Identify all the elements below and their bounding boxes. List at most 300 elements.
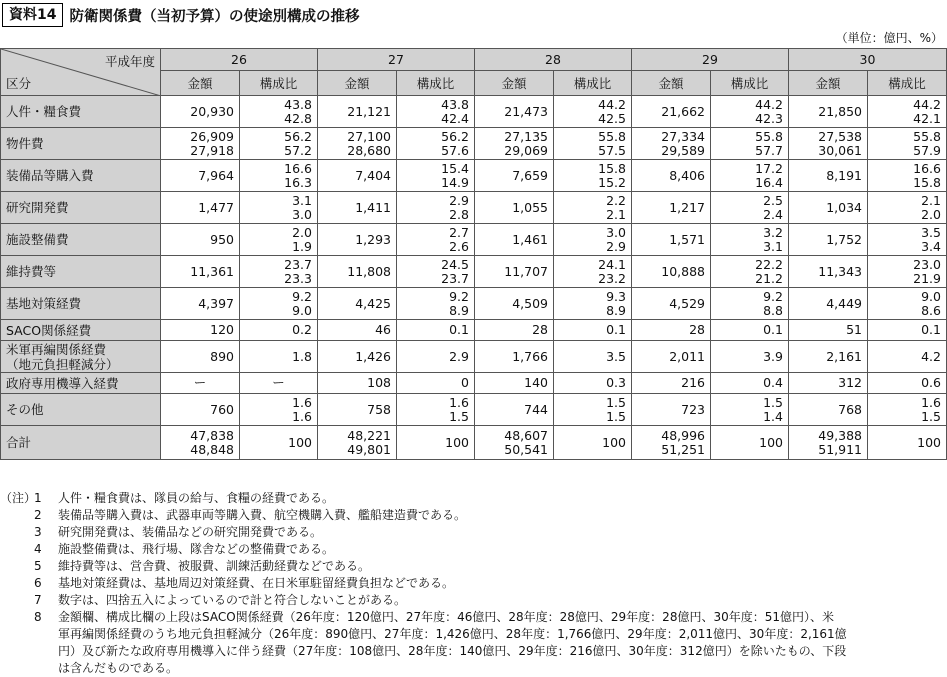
ratio-value: 56.2: [441, 128, 469, 144]
amount-cell: [318, 128, 397, 160]
note-number: 8: [34, 610, 42, 624]
amount-value: 108: [367, 375, 391, 390]
ratio-cell: [711, 160, 789, 192]
ratio-cell: [240, 288, 318, 320]
ratio-value: 3.2: [763, 224, 783, 240]
row-label-text: 合計: [6, 435, 32, 450]
amount-cell: [161, 320, 240, 341]
amount-value: 47,838: [190, 427, 234, 443]
note-item: [0, 524, 947, 541]
amount-value: 28: [689, 322, 705, 337]
note-prefix: [0, 660, 34, 677]
amount-cell: [632, 320, 711, 341]
amount-cell: [475, 192, 554, 224]
row-label-text: 研究開発費: [6, 200, 69, 215]
amount-value: 51,251: [661, 441, 705, 457]
ratio-value: 0.1: [921, 322, 941, 337]
ratio-cell: [554, 256, 632, 288]
ratio-cell: [397, 426, 475, 460]
ratio-cell: [711, 128, 789, 160]
row-label-text: 政府専用機導入経費: [6, 375, 119, 391]
ratio-cell: [711, 192, 789, 224]
ratio-value: 3.1: [763, 238, 783, 254]
ratio-value: 16.3: [284, 174, 312, 190]
table-row: [1, 426, 947, 460]
ratio-value: 1.5: [763, 394, 783, 410]
table-row: [1, 341, 947, 373]
row-label-text: 維持費等: [6, 264, 57, 279]
ratio-value: 57.9: [913, 142, 941, 158]
note-text: 円）及び新たな政府専用機導入に伴う経費（27年度：108億円、28年度：140億円、29年度：216億円、30年度：312億円）を除いたもの、下段: [58, 644, 847, 658]
ratio-cell: [240, 160, 318, 192]
amount-cell: [632, 96, 711, 128]
ratio-value: 2.9: [449, 348, 469, 364]
ratio-value: 0.6: [921, 375, 941, 390]
amount-cell: [161, 341, 240, 373]
amount-value: 1,034: [826, 199, 862, 215]
amount-value: 1,571: [669, 231, 705, 247]
amount-value: 10,888: [661, 263, 705, 279]
note-item: [0, 575, 947, 592]
table-row: [1, 128, 947, 160]
amount-value: 50,541: [504, 441, 548, 457]
document-header: [2, 2, 359, 28]
row-label: [1, 160, 161, 192]
note-item: [0, 541, 947, 558]
note-number: [34, 643, 58, 660]
table-corner-header: [1, 49, 161, 96]
ratio-cell: [868, 320, 947, 341]
ratio-value: 3.0: [606, 224, 626, 240]
ratio-value: 9.0: [921, 288, 941, 304]
amount-cell: [789, 288, 868, 320]
amount-cell: [475, 288, 554, 320]
note-item: [0, 643, 947, 660]
note-number: 1: [34, 491, 42, 505]
amount-cell: [632, 256, 711, 288]
amount-cell: [318, 96, 397, 128]
ratio-value: 57.2: [284, 142, 312, 158]
note-text: 研究開発費は、装備品などの研究開発費である。: [58, 525, 323, 539]
amount-header: 金額: [632, 71, 711, 96]
ratio-value: 2.1: [921, 192, 941, 208]
amount-cell: [318, 256, 397, 288]
amount-value: 8,191: [826, 167, 862, 183]
amount-value: 7,964: [198, 167, 234, 183]
ratio-value: 0.3: [606, 375, 626, 390]
ratio-value: 8.9: [449, 302, 469, 318]
amount-value: 48,607: [504, 427, 548, 443]
row-label: [1, 96, 161, 128]
ratio-value: 3.4: [921, 238, 941, 254]
note-item: [0, 507, 947, 524]
amount-value: 20,930: [190, 103, 234, 119]
ratio-value: 3.1: [292, 192, 312, 208]
amount-value: 21,121: [347, 103, 391, 119]
ratio-header: 構成比: [397, 71, 475, 96]
amount-value: 4,509: [512, 295, 548, 311]
amount-cell: [789, 426, 868, 460]
amount-value: 48,848: [190, 441, 234, 457]
note-text: は含んだものである。: [58, 661, 179, 675]
ratio-cell: [868, 426, 947, 460]
ratio-value: 23.7: [441, 270, 469, 286]
ratio-value: 15.4: [441, 160, 469, 176]
ratio-value: 23.0: [913, 256, 941, 272]
amount-cell: [632, 160, 711, 192]
ratio-cell: [240, 192, 318, 224]
amount-value: 28,680: [347, 142, 391, 158]
ratio-cell: [868, 192, 947, 224]
table-row: [1, 192, 947, 224]
amount-value: 21,473: [504, 103, 548, 119]
ratio-value: 3.0: [292, 206, 312, 222]
table-row: [1, 288, 947, 320]
amount-value: 51: [846, 322, 862, 337]
amount-value: 48,996: [661, 427, 705, 443]
amount-cell: [161, 224, 240, 256]
amount-cell: [632, 128, 711, 160]
table-body: [1, 96, 947, 460]
amount-cell: [475, 341, 554, 373]
ratio-value: 4.2: [921, 348, 941, 364]
ratio-value: 1.4: [763, 408, 783, 424]
amount-value: 48,221: [347, 427, 391, 443]
ratio-value: 0.1: [763, 322, 783, 337]
note-number: 6: [34, 576, 42, 590]
ratio-value: 100: [917, 434, 941, 450]
row-label: [1, 341, 161, 373]
ratio-value: 1.6: [292, 394, 312, 410]
ratio-value: 56.2: [284, 128, 312, 144]
ratio-value: 42.4: [441, 110, 469, 126]
ratio-value: 2.4: [763, 206, 783, 222]
amount-value: 7,404: [355, 167, 391, 183]
ratio-value: 9.0: [292, 302, 312, 318]
ratio-cell: [554, 288, 632, 320]
ratio-value: 14.9: [441, 174, 469, 190]
amount-value: 768: [838, 401, 862, 417]
row-label-text: SACO関係経費: [6, 322, 92, 338]
ratio-value: 23.2: [598, 270, 626, 286]
amount-cell: [161, 160, 240, 192]
ratio-value: 44.2: [913, 96, 941, 112]
ratio-value: 21.2: [755, 270, 783, 286]
amount-cell: [475, 128, 554, 160]
ratio-cell: [868, 96, 947, 128]
amount-cell: [475, 256, 554, 288]
ratio-cell: [240, 128, 318, 160]
ratio-value: 1.5: [606, 408, 626, 424]
row-label: [1, 224, 161, 256]
ratio-value: 44.2: [598, 96, 626, 112]
ratio-value: 42.1: [913, 110, 941, 126]
ratio-value: 2.2: [606, 192, 626, 208]
row-label: [1, 128, 161, 160]
note-prefix: [0, 592, 34, 609]
ratio-cell: [240, 394, 318, 426]
ratio-value: 22.2: [755, 256, 783, 272]
ratio-value: 15.2: [598, 174, 626, 190]
ratio-value: 100: [288, 434, 312, 450]
amount-value: 1,055: [512, 199, 548, 215]
ratio-cell: [711, 224, 789, 256]
ratio-cell: [868, 128, 947, 160]
ratio-value: 2.8: [449, 206, 469, 222]
ratio-cell: [868, 160, 947, 192]
amount-cell: [318, 160, 397, 192]
amount-value: 28: [532, 322, 548, 337]
amount-value: 27,135: [504, 128, 548, 144]
amount-cell: [161, 256, 240, 288]
ratio-cell: [711, 426, 789, 460]
ratio-value: 2.7: [449, 224, 469, 240]
amount-cell: [318, 373, 397, 394]
amount-value: 29,589: [661, 142, 705, 158]
table-row: [1, 394, 947, 426]
amount-cell: [318, 394, 397, 426]
amount-value: 1,477: [198, 199, 234, 215]
note-number: [34, 626, 58, 643]
ratio-cell: [240, 373, 318, 394]
ratio-value: 42.5: [598, 110, 626, 126]
amount-cell: [475, 224, 554, 256]
amount-value: 760: [210, 401, 234, 417]
amount-cell: [318, 192, 397, 224]
row-label: [1, 256, 161, 288]
amount-value: 27,918: [190, 142, 234, 158]
ratio-value: 2.6: [449, 238, 469, 254]
ratio-cell: [397, 256, 475, 288]
notes-list: [0, 490, 947, 677]
ratio-value: 16.6: [284, 160, 312, 176]
ratio-cell: [240, 426, 318, 460]
ratio-header: 構成比: [240, 71, 318, 96]
ratio-cell: [554, 373, 632, 394]
notes-section: [0, 490, 947, 677]
note-item: [0, 558, 947, 575]
ratio-value: 9.3: [606, 288, 626, 304]
amount-value: 120: [210, 322, 234, 337]
ratio-value: 24.1: [598, 256, 626, 272]
ratio-cell: [240, 256, 318, 288]
ratio-value: 1.5: [606, 394, 626, 410]
note-prefix: [0, 643, 34, 660]
ratio-cell: [397, 192, 475, 224]
note-text: 施設整備費は、飛行場、隊舎などの整備費である。: [58, 542, 335, 556]
amount-value: 1,461: [512, 231, 548, 247]
ratio-value: 2.5: [763, 192, 783, 208]
note-text: 人件・糧食費は、隊員の給与、食糧の経費である。: [58, 491, 335, 505]
amount-value: 46: [375, 322, 391, 337]
ratio-value: 100: [602, 434, 626, 450]
ratio-value: 2.1: [606, 206, 626, 222]
year-header: 28: [475, 49, 632, 71]
amount-value: 1,752: [826, 231, 862, 247]
note-item: [0, 626, 947, 643]
amount-value: 4,529: [669, 295, 705, 311]
ratio-value: 23.7: [284, 256, 312, 272]
ratio-cell: [397, 96, 475, 128]
ratio-value: 8.8: [763, 302, 783, 318]
note-item: [0, 490, 947, 507]
amount-value: 51,911: [818, 441, 862, 457]
ratio-cell: [711, 256, 789, 288]
ratio-value: 16.4: [755, 174, 783, 190]
ratio-value: 1.6: [449, 394, 469, 410]
amount-value: 312: [838, 375, 862, 390]
document-title: 防衛関係費（当初予算）の使途別構成の推移: [69, 8, 360, 25]
amount-value: 29,069: [504, 142, 548, 158]
row-label: [1, 320, 161, 341]
ratio-cell: [397, 394, 475, 426]
ratio-value: 55.8: [598, 128, 626, 144]
row-label-text: 米軍再編関係経費: [6, 341, 107, 357]
ratio-cell: [711, 394, 789, 426]
ratio-cell: [554, 160, 632, 192]
ratio-value: 0.1: [606, 322, 626, 337]
amount-cell: [632, 224, 711, 256]
amount-cell: [632, 394, 711, 426]
amount-cell: [475, 426, 554, 460]
amount-cell: [318, 224, 397, 256]
note-prefix: （注）: [0, 491, 37, 505]
budget-table: [0, 48, 947, 460]
amount-header: 金額: [789, 71, 868, 96]
note-prefix: [0, 507, 34, 524]
ratio-value: 2.9: [449, 192, 469, 208]
ratio-cell: [868, 373, 947, 394]
amount-cell: [161, 128, 240, 160]
ratio-header: 構成比: [711, 71, 789, 96]
row-label-text: 基地対策経費: [6, 296, 82, 311]
ratio-value: 8.6: [921, 302, 941, 318]
amount-value: 4,425: [355, 295, 391, 311]
amount-value: 1,426: [355, 348, 391, 364]
ratio-cell: [711, 373, 789, 394]
ratio-value: 1.8: [292, 348, 312, 364]
ratio-value: 2.0: [921, 206, 941, 222]
amount-header: 金額: [161, 71, 240, 96]
amount-cell: [789, 96, 868, 128]
ratio-cell: [554, 426, 632, 460]
ratio-cell: [397, 341, 475, 373]
amount-cell: [161, 288, 240, 320]
row-label-text: 人件・糧食費: [6, 104, 82, 119]
amount-value: 1,217: [669, 199, 705, 215]
amount-cell: [789, 128, 868, 160]
amount-value: 2,161: [826, 348, 862, 364]
row-label: [1, 288, 161, 320]
amount-value: 21,662: [661, 103, 705, 119]
ratio-value: 1.6: [292, 408, 312, 424]
amount-cell: [632, 341, 711, 373]
note-number: 4: [34, 542, 42, 556]
amount-cell: [632, 192, 711, 224]
ratio-value: 0.4: [763, 375, 783, 390]
ratio-value: 9.2: [763, 288, 783, 304]
ratio-value: 24.5: [441, 256, 469, 272]
year-header: 29: [632, 49, 789, 71]
row-label: [1, 394, 161, 426]
amount-value: 7,659: [512, 167, 548, 183]
ratio-cell: [554, 96, 632, 128]
amount-cell: [789, 373, 868, 394]
amount-value: 27,538: [818, 128, 862, 144]
ratio-value: 16.6: [913, 160, 941, 176]
amount-value: 26,909: [190, 128, 234, 144]
note-number: 7: [34, 593, 42, 607]
amount-value: 11,343: [818, 263, 862, 279]
amount-cell: [161, 394, 240, 426]
note-text: 金額欄、構成比欄の上段はSACO関係経費（26年度：120億円、27年度：46億円、28年度：28億円、29年度：28億円、30年度：51億円）、米: [58, 610, 834, 624]
year-header: 30: [789, 49, 947, 71]
amount-cell: [789, 224, 868, 256]
note-text: 装備品等購入費は、武器車両等購入費、航空機購入費、艦船建造費である。: [58, 508, 467, 522]
amount-value: 27,100: [347, 128, 391, 144]
ratio-value: 0: [461, 375, 469, 390]
amount-value: 4,397: [198, 295, 234, 311]
note-text: 軍再編関係経費のうち地元負担軽減分（26年度：890億円、27年度：1,426億円、28年度：1,766億円、29年度：2,011億円、30年度：2,161億: [58, 627, 847, 641]
ratio-header: 構成比: [868, 71, 947, 96]
note-prefix: [0, 558, 34, 575]
corner-fiscal-year-label: 平成年度: [104, 54, 155, 69]
amount-cell: [475, 373, 554, 394]
ratio-cell: [397, 224, 475, 256]
ratio-cell: [868, 394, 947, 426]
amount-cell: [161, 192, 240, 224]
ratio-cell: [554, 224, 632, 256]
note-number: [34, 660, 58, 677]
amount-value: 30,061: [818, 142, 862, 158]
ratio-value: 1.6: [921, 394, 941, 410]
amount-value: 11,808: [347, 263, 391, 279]
ratio-cell: [711, 96, 789, 128]
ratio-cell: [554, 394, 632, 426]
amount-cell: [318, 341, 397, 373]
ratio-cell: [554, 320, 632, 341]
table-row: [1, 160, 947, 192]
ratio-value: 23.3: [284, 270, 312, 286]
ratio-value: 2.9: [606, 238, 626, 254]
row-label-text: 装備品等購入費: [6, 168, 94, 183]
ratio-value: 3.5: [606, 348, 626, 364]
ratio-value: 2.0: [292, 224, 312, 240]
amount-value: 49,388: [818, 427, 862, 443]
ratio-value: 100: [759, 434, 783, 450]
ratio-value: 57.5: [598, 142, 626, 158]
ratio-value: 44.2: [755, 96, 783, 112]
amount-cell: [318, 320, 397, 341]
amount-cell: [789, 341, 868, 373]
amount-header: 金額: [475, 71, 554, 96]
amount-value: 21,850: [818, 103, 862, 119]
amount-cell: [161, 96, 240, 128]
ratio-value: 21.9: [913, 270, 941, 286]
ratio-cell: [397, 160, 475, 192]
ratio-value: 15.8: [913, 174, 941, 190]
ratio-cell: [711, 320, 789, 341]
table-row: [1, 320, 947, 341]
ratio-value: ー: [272, 375, 285, 390]
amount-cell: [318, 426, 397, 460]
ratio-value: 55.8: [913, 128, 941, 144]
table-row: [1, 373, 947, 394]
amount-cell: [161, 426, 240, 460]
amount-value: 11,361: [190, 263, 234, 279]
amount-value: 744: [524, 401, 548, 417]
ratio-cell: [240, 224, 318, 256]
